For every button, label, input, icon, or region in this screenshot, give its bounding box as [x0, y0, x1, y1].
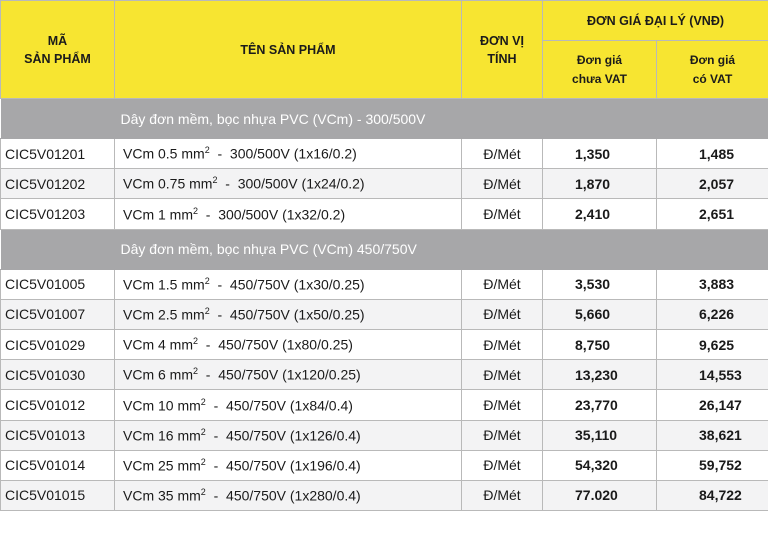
product-unit: Đ/Mét — [462, 420, 543, 450]
product-name-suffix: - 300/500V (1x32/0.2) — [198, 206, 346, 223]
section-header — [1, 99, 768, 139]
product-unit: Đ/Mét — [462, 169, 543, 199]
squared-superscript: 2 — [193, 205, 199, 216]
price-vat: 3,883 — [657, 269, 768, 299]
product-unit: Đ/Mét — [462, 299, 543, 329]
table-header — [1, 1, 768, 99]
product-unit: Đ/Mét — [462, 390, 543, 420]
price-no-vat: 13,230 — [543, 360, 657, 390]
section-title: Dây đơn mềm, bọc nhựa PVC (VCm) - 300/500V — [1, 99, 768, 139]
product-code: CIC5V01013 — [1, 420, 115, 450]
product-code: CIC5V01014 — [1, 450, 115, 480]
squared-superscript: 2 — [200, 426, 206, 437]
product-name — [115, 450, 462, 480]
price-no-vat: 23,770 — [543, 390, 657, 420]
price-no-vat: 8,750 — [543, 329, 657, 359]
product-unit: Đ/Mét — [462, 139, 543, 169]
product-code: CIC5V01005 — [1, 269, 115, 299]
price-no-vat: 1,350 — [543, 139, 657, 169]
product-name — [115, 139, 462, 169]
product-unit: Đ/Mét — [462, 360, 543, 390]
squared-superscript: 2 — [204, 275, 210, 286]
product-name-prefix: VCm 2.5 mm — [123, 306, 205, 323]
product-name — [115, 199, 462, 229]
price-vat: 38,621 — [657, 420, 768, 450]
product-name — [115, 420, 462, 450]
squared-superscript: 2 — [193, 336, 199, 347]
price-vat: 2,651 — [657, 199, 768, 229]
product-name-suffix: - 450/750V (1x80/0.25) — [198, 336, 353, 353]
table-row — [1, 299, 768, 329]
product-name-prefix: VCm 1 mm — [123, 206, 193, 223]
table-row — [1, 420, 768, 450]
product-name — [115, 480, 462, 510]
product-name — [115, 269, 462, 299]
header-price-group: ĐƠN GIÁ ĐẠI LÝ (VNĐ) — [543, 1, 768, 41]
product-code: CIC5V01030 — [1, 360, 115, 390]
header-code: MÃ SẢN PHẨM — [1, 1, 115, 99]
product-name-suffix: - 450/750V (1x196/0.4) — [205, 457, 361, 474]
price-vat: 6,226 — [657, 299, 768, 329]
table-row — [1, 199, 768, 229]
table-row — [1, 390, 768, 420]
squared-superscript: 2 — [200, 396, 206, 407]
section-title: Dây đơn mềm, bọc nhựa PVC (VCm) 450/750V — [1, 229, 768, 269]
product-name — [115, 169, 462, 199]
price-no-vat: 5,660 — [543, 299, 657, 329]
product-name-prefix: VCm 10 mm — [123, 397, 201, 414]
product-name-suffix: - 450/750V (1x84/0.4) — [205, 397, 353, 414]
section-header — [1, 229, 768, 269]
table-row — [1, 360, 768, 390]
product-unit: Đ/Mét — [462, 269, 543, 299]
price-vat: 14,553 — [657, 360, 768, 390]
header-price-vat: Đơn giá có VAT — [657, 41, 768, 99]
table-row — [1, 139, 768, 169]
header-unit: ĐƠN VỊ TÍNH — [462, 1, 543, 99]
product-code: CIC5V01203 — [1, 199, 115, 229]
product-name-suffix: - 300/500V (1x16/0.2) — [209, 145, 357, 162]
header-price-no-vat: Đơn giá chưa VAT — [543, 41, 657, 99]
product-unit: Đ/Mét — [462, 480, 543, 510]
header-name: TÊN SẢN PHẨM — [115, 1, 462, 99]
table-row — [1, 329, 768, 359]
price-no-vat: 54,320 — [543, 450, 657, 480]
product-name — [115, 390, 462, 420]
product-name-prefix: VCm 4 mm — [123, 336, 193, 353]
product-name-prefix: VCm 6 mm — [123, 367, 193, 384]
product-unit: Đ/Mét — [462, 199, 543, 229]
price-vat: 1,485 — [657, 139, 768, 169]
product-name-suffix: - 450/750V (1x30/0.25) — [209, 276, 365, 293]
price-vat: 26,147 — [657, 390, 768, 420]
product-name-prefix: VCm 0.5 mm — [123, 145, 205, 162]
squared-superscript: 2 — [200, 456, 206, 467]
price-vat: 9,625 — [657, 329, 768, 359]
squared-superscript: 2 — [200, 487, 206, 498]
product-code: CIC5V01202 — [1, 169, 115, 199]
price-no-vat: 77.020 — [543, 480, 657, 510]
price-no-vat: 3,530 — [543, 269, 657, 299]
price-no-vat: 35,110 — [543, 420, 657, 450]
squared-superscript: 2 — [212, 175, 218, 186]
product-name-prefix: VCm 0.75 mm — [123, 176, 213, 193]
product-name-suffix: - 450/750V (1x126/0.4) — [205, 427, 361, 444]
price-vat: 59,752 — [657, 450, 768, 480]
product-name-prefix: VCm 1.5 mm — [123, 276, 205, 293]
squared-superscript: 2 — [193, 366, 199, 377]
price-vat: 84,722 — [657, 480, 768, 510]
product-name — [115, 329, 462, 359]
product-name — [115, 299, 462, 329]
product-name-suffix: - 450/750V (1x280/0.4) — [205, 487, 361, 504]
product-code: CIC5V01029 — [1, 329, 115, 359]
product-name-prefix: VCm 25 mm — [123, 457, 201, 474]
price-vat: 2,057 — [657, 169, 768, 199]
product-code: CIC5V01015 — [1, 480, 115, 510]
product-unit: Đ/Mét — [462, 450, 543, 480]
product-name-prefix: VCm 16 mm — [123, 427, 201, 444]
product-name-prefix: VCm 35 mm — [123, 487, 201, 504]
product-unit: Đ/Mét — [462, 329, 543, 359]
product-name-suffix: - 450/750V (1x50/0.25) — [209, 306, 365, 323]
price-no-vat: 1,870 — [543, 169, 657, 199]
table-body — [1, 99, 768, 511]
product-name-suffix: - 450/750V (1x120/0.25) — [198, 367, 361, 384]
table-row — [1, 169, 768, 199]
price-no-vat: 2,410 — [543, 199, 657, 229]
table-row — [1, 269, 768, 299]
product-name-suffix: - 300/500V (1x24/0.2) — [217, 176, 365, 193]
squared-superscript: 2 — [204, 145, 210, 156]
product-code: CIC5V01012 — [1, 390, 115, 420]
table-row — [1, 450, 768, 480]
table-row — [1, 480, 768, 510]
product-name — [115, 360, 462, 390]
product-code: CIC5V01201 — [1, 139, 115, 169]
squared-superscript: 2 — [204, 306, 210, 317]
product-code: CIC5V01007 — [1, 299, 115, 329]
